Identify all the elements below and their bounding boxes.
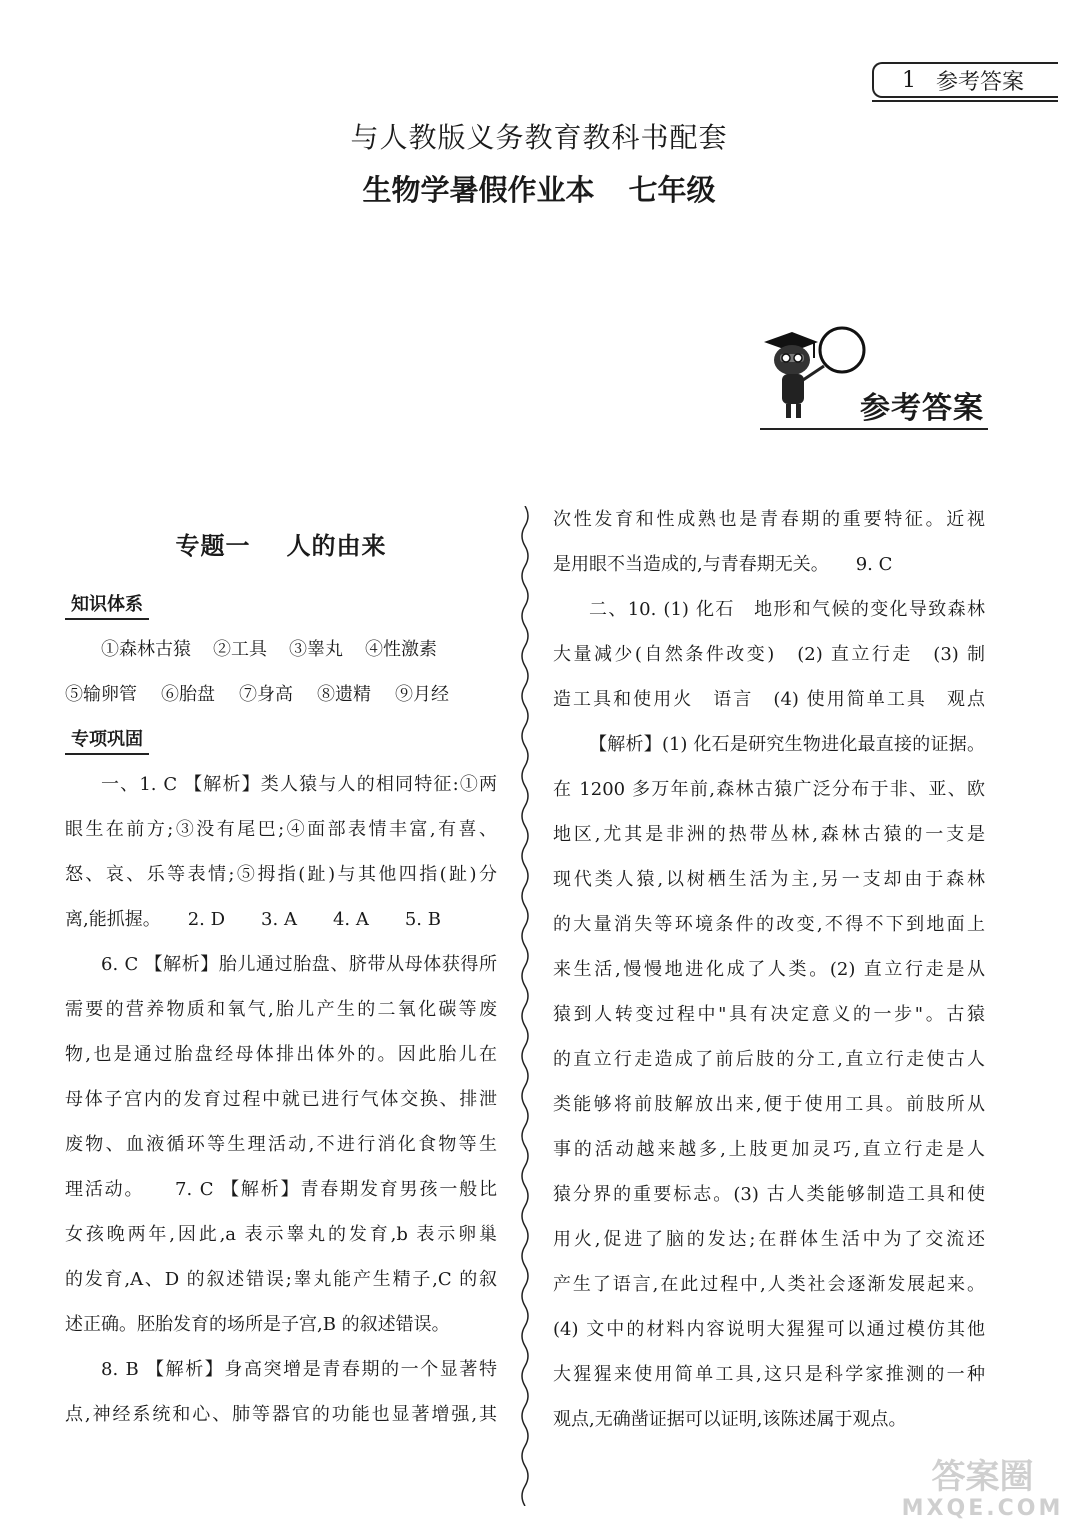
topic-number: 专题一 [175, 532, 251, 560]
answer-line: (4) 文中的材料内容说明大猩猩可以通过模仿其他 [553, 1319, 985, 1340]
watermark-logo [900, 1458, 1065, 1528]
answer-line: 造工具和使用火 语言 (4) 使用简单工具 观点 [553, 689, 985, 710]
answer-line: 观点,无确凿证据可以证明,该陈述属于观点。 [553, 1409, 907, 1430]
answer-line: 用火,促进了脑的发达;在群体生活中为了交流还 [553, 1229, 985, 1250]
answer-line: 次性发育和性成熟也是青春期的重要特征。近视 [553, 509, 985, 530]
answer-line: 需要的营养物质和氧气,胎儿产生的二氧化碳等废 [65, 999, 497, 1020]
book-title-grade: 七年级 [628, 173, 716, 207]
answer-line: 理活动。 7. C 【解析】青春期发育男孩一般比 [65, 1179, 497, 1200]
answer-line: 在 1200 多万年前,森林古猿广泛分布于非、亚、欧 [553, 779, 985, 800]
answer-line: 物,也是通过胎盘经母体排出体外的。因此胎儿在 [65, 1044, 497, 1065]
answer-line: 8. B 【解析】身高突增是青春期的一个显著特 [101, 1359, 497, 1380]
knowledge-item: ⑦身高 [239, 684, 293, 705]
answer-line: 废物、血液循环等生理活动,不进行消化食物等生 [65, 1134, 497, 1155]
knowledge-row-1 [65, 627, 497, 672]
answer-line: 大猩猩来使用简单工具,这只是科学家推测的一种 [553, 1364, 985, 1385]
answer-line: 类能够将前肢解放出来,便于使用工具。前肢所从 [553, 1094, 985, 1115]
answer-line: 事的活动越来越多,上肢更加灵巧,直立行走是人 [553, 1139, 985, 1160]
answer-line: 6. C 【解析】胎儿通过胎盘、脐带从母体获得所 [101, 954, 497, 975]
topic-title [65, 510, 497, 582]
left-column [65, 510, 497, 1437]
page-header-tab [872, 62, 1058, 98]
section-practice: 专项巩固 [65, 727, 149, 755]
answer-line: 一、1. C 【解析】类人猿与人的相同特征:①两 [101, 774, 497, 795]
answer-line: 二、10. (1) 化石 地形和气候的变化导致森林 [589, 599, 985, 620]
header-label: 参考答案 [936, 69, 1025, 95]
right-column [553, 497, 985, 1442]
book-subtitle: 与人教版义务教育教科书配套 [350, 121, 728, 154]
column-separator [518, 506, 532, 1506]
header-underline [872, 100, 1058, 102]
watermark-text: 答案圈 [931, 1457, 1034, 1497]
answer-line: 大量减少(自然条件改变) (2) 直立行走 (3) 制 [553, 644, 985, 665]
knowledge-item: ⑨月经 [395, 684, 449, 705]
answer-line: 的直立行走造成了前后肢的分工,直立行走使古人 [553, 1049, 985, 1070]
answer-line: 来生活,慢慢地进化成了人类。(2) 直立行走是从 [553, 959, 985, 980]
answer-line: 猿分界的重要标志。(3) 古人类能够制造工具和使 [553, 1184, 985, 1205]
answer-line: 现代类人猿,以树栖生活为主,另一支却由于森林 [553, 869, 985, 890]
answer-line: 女孩晚两年,因此,a 表示睾丸的发育,b 表示卵巢 [65, 1224, 497, 1245]
answer-line: 眼生在前方;③没有尾巴;④面部表情丰富,有喜、 [65, 819, 497, 840]
answer-line: 述正确。胚胎发育的场所是子宫,B 的叙述错误。 [65, 1314, 450, 1335]
answer-line: 离,能抓握。 2. D 3. A 4. A 5. B [65, 909, 441, 930]
graduate-mascot-icon [756, 320, 876, 425]
answer-line: 母体子宫内的发育过程中就已进行气体交换、排泄 [65, 1089, 497, 1110]
answer-heading: 参考答案 [860, 391, 984, 426]
knowledge-item: ②工具 [213, 639, 267, 660]
book-title-main: 生物学暑假作业本 [362, 173, 595, 207]
answer-line: 的发育,A、D 的叙述错误;睾丸能产生精子,C 的叙 [65, 1269, 497, 1290]
answer-line: 猿到人转变过程中"具有决定意义的一步"。古猿 [553, 1004, 985, 1025]
answer-line: 【解析】(1) 化石是研究生物进化最直接的证据。 [589, 734, 985, 755]
knowledge-row-2 [65, 672, 497, 717]
knowledge-item: ③睾丸 [289, 639, 343, 660]
section-knowledge: 知识体系 [65, 592, 149, 620]
answer-line: 点,神经系统和心、肺等器官的功能也显著增强,其 [65, 1404, 497, 1425]
knowledge-item: ⑥胎盘 [161, 684, 215, 705]
book-title [0, 168, 1078, 209]
answer-line: 产生了语言,在此过程中,人类社会逐渐发展起来。 [553, 1274, 985, 1295]
knowledge-item: ④性激素 [365, 639, 437, 660]
page-number: 1 [902, 67, 916, 93]
heading-rule [760, 428, 988, 430]
answer-line: 的大量消失等环境条件的改变,不得不下到地面上 [553, 914, 985, 935]
knowledge-item: ①森林古猿 [101, 639, 191, 660]
answer-line: 是用眼不当造成的,与青春期无关。 9. C [553, 554, 893, 575]
answer-line: 怒、哀、乐等表情;⑤拇指(趾)与其他四指(趾)分 [65, 864, 497, 885]
watermark-url: MXQE.COM [901, 1496, 1064, 1521]
knowledge-item: ⑧遗精 [317, 684, 371, 705]
answer-line: 地区,尤其是非洲的热带丛林,森林古猿的一支是 [553, 824, 985, 845]
topic-name: 人的由来 [286, 532, 387, 560]
knowledge-item: ⑤输卵管 [65, 684, 137, 705]
